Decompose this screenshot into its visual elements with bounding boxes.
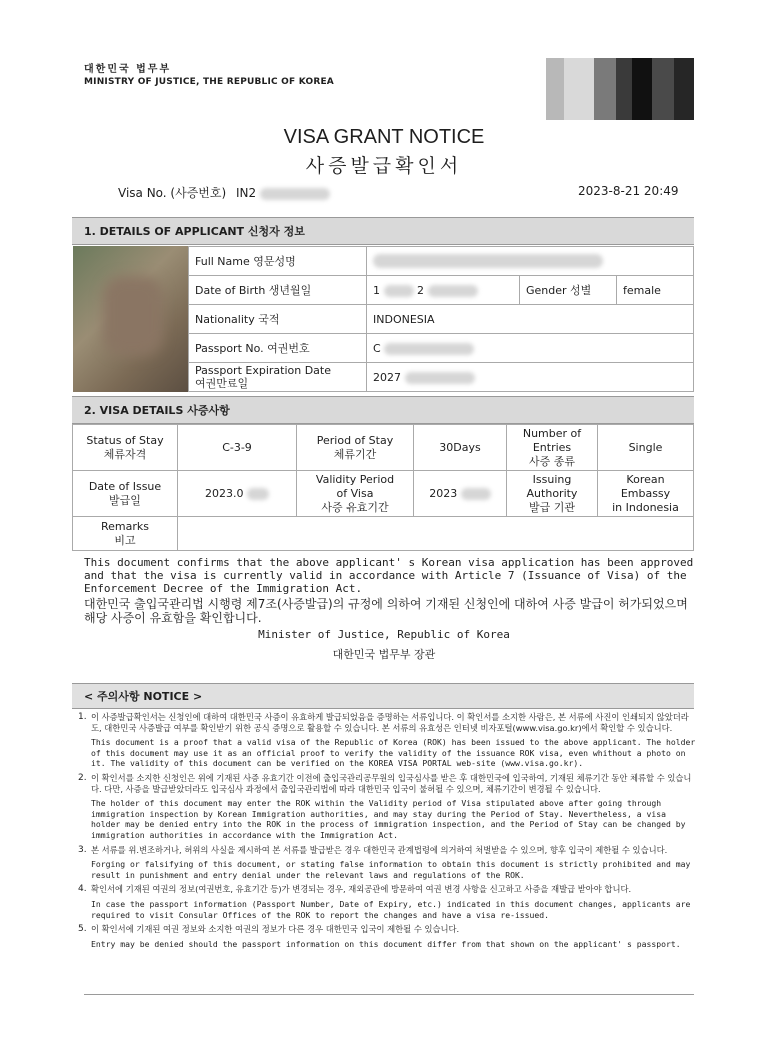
notice-item-3	[78, 845, 696, 881]
redaction-mark	[384, 285, 414, 297]
visa-number-value: IN2	[236, 186, 257, 200]
authority-value-line1: Korean Embassy	[620, 472, 671, 500]
entries-value: Single	[598, 425, 694, 471]
redaction-mark	[373, 254, 603, 268]
applicant-section-header: 1. DETAILS OF APPLICANT 신청자 정보	[72, 217, 694, 245]
notice-header: < 주의사항 NOTICE >	[72, 683, 694, 709]
redaction-mark	[428, 285, 478, 297]
status-label	[73, 425, 178, 471]
passport-expiration-label-ko: 여권만료일	[195, 377, 249, 390]
authority-value	[598, 471, 694, 517]
validity-label-line2: of Visa	[336, 486, 374, 500]
authority-label-line1: Issuing	[532, 472, 572, 486]
passport-label: Passport No. 여권번호	[189, 334, 367, 363]
notice-text-en: Forging or falsifying of this document, or stating false information to obtain this document is strictly prohibited and may result in punishment and entry denial under the relevant laws and regulations of the ROK.	[91, 859, 691, 880]
notice-item-5	[78, 924, 696, 949]
notice-text-ko: 확인서에 기재된 여권의 정보(여권번호, 유효기간 등)가 변경되는 경우, 재외공관에 방문하여 여권 변경 사항을 신고하고 사증을 재발급 받아야 합니다.	[91, 884, 632, 895]
redaction-mark	[247, 488, 269, 500]
title-korean: 사증발급확인서	[305, 155, 463, 177]
status-value: C-3-9	[178, 425, 297, 471]
passport-expiration-value	[367, 363, 694, 392]
dob-label: Date of Birth 생년월일	[189, 276, 367, 305]
remarks-label-ko: 비고	[114, 533, 136, 547]
notice-number: 4.	[78, 884, 87, 895]
notice-text-ko: 이 확인서를 소지한 신청인은 위에 기재된 사증 유효기간 이전에 출입국관리공무원의 입국심사를 받은 후 대한민국에 입국하여, 기재된 체류기간 동안 체류할 수 있습니다. 다만, 사증을 발급받았더라도 입국심사 과정에서 출입국관리법에 따라 대한민국 입국이 불허될 수 있으며, 체류기간이 변경될 수 있습니다.	[91, 772, 692, 794]
period-label-en: Period of Stay	[316, 433, 394, 447]
barcode-image	[546, 58, 694, 120]
ministry-korean: 대한민국 법무부	[84, 64, 172, 75]
remarks-label	[73, 517, 178, 551]
notice-text-en: The holder of this document may enter the ROK within the Validity period of Visa stipulated above after going through immigration inspection by Korean Immigration authorities, and may stay during the Period of Stay. Nevertheless, a visa holder may be denied entry into the ROK in the process of immigration inspection, and the Period of Stay can be changed by immigration authorities in accordance with the Immigration Act.	[91, 798, 686, 840]
passport-expiration-value-text: 2027	[373, 370, 401, 384]
passport-value	[367, 334, 694, 363]
validity-label	[297, 471, 414, 517]
validity-label-line1: Validity Period	[315, 472, 395, 486]
issue-date-value	[178, 471, 297, 517]
passport-value-text: C	[373, 341, 381, 355]
notice-text-ko: 이 확인서에 기재된 여권 정보와 소지한 여권의 정보가 다른 경우 대한민국 입국이 제한될 수 있습니다.	[91, 924, 460, 935]
passport-expiration-label-en: Passport Expiration Date	[195, 364, 332, 377]
authority-label-line2: Authority	[526, 486, 578, 500]
visa-section-header: 2. VISA DETAILS 사증사항	[72, 396, 694, 424]
notice-number: 2.	[78, 772, 87, 783]
authority-value-line2: in Indonesia	[612, 500, 679, 514]
notice-text-en: This document is a proof that a valid visa of the Republic of Korea (ROK) has been issued to the above applicant. The holder of this document may use it as an official proof to verify the validity of the issuance ROK visa, even whithout a photo on it. The validity of this document can be verified on the KOREA VISA PORTAL web-site (www.visa.go.kr).	[91, 737, 696, 769]
full-name-label: Full Name 영문성명	[189, 247, 367, 276]
signature-ko: 대한민국 법무부 장관	[332, 648, 436, 661]
issue-date-label-en: Date of Issue	[88, 479, 162, 493]
issue-date-label-ko: 발급일	[109, 493, 141, 507]
remarks-value	[178, 517, 694, 551]
notice-item-4	[78, 884, 696, 920]
gender-value: female	[617, 276, 694, 305]
validity-value	[414, 471, 507, 517]
redaction-mark	[461, 488, 491, 500]
authority-label-ko: 발급 기관	[528, 500, 575, 514]
notice-text-ko: 이 사증발급확인서는 신청인에 대하여 대한민국 사증이 유효하게 발급되었음을 증명하는 서류입니다. 이 확인서를 소지한 사람은, 본 서류에 사진이 인쇄되지 않았더라도, 대한민국 사증발급 여부를 확인받기 위한 공식 증명으로 활용할 수 있습니다. 본 서류의 유효성은 인터넷 비자포털(www.visa.go.kr)에서 확인할 수 있습니다.	[91, 712, 689, 733]
notice-item-2	[78, 773, 696, 841]
notice-text-ko: 본 서류를 위.변조하거나, 허위의 사실을 제시하여 본 서류를 발급받은 경우 대한민국 관계법령에 의거하여 처벌받을 수 있으며, 향후 입국이 제한될 수 있습니다.	[91, 844, 668, 855]
dob-value-part1: 1	[373, 283, 380, 297]
validity-value-text: 2023	[429, 486, 458, 500]
visa-number	[118, 184, 330, 201]
dob-value-part2: 2	[417, 283, 424, 297]
notice-list	[78, 712, 696, 953]
notice-text-en: Entry may be denied should the passport information on this document differ from that shown on the applicant' s passport.	[91, 938, 681, 949]
entries-label-ko: 사증 종류	[528, 454, 575, 468]
confirmation-text-ko: 대한민국 출입국관리법 시행령 제7조(사증발급)의 규정에 의하여 기재된 신청인에 대하여 사증 발급이 허가되었으며 해당 사증이 유효함을 확인합니다.	[84, 597, 688, 625]
remarks-label-en: Remarks	[101, 519, 149, 533]
status-label-ko: 체류자격	[103, 447, 147, 461]
notice-number: 1.	[78, 712, 87, 722]
title-english: VISA GRANT NOTICE	[283, 126, 485, 148]
issue-date-value-text: 2023.0	[205, 486, 244, 500]
validity-label-ko: 사증 유효기간	[321, 500, 389, 514]
period-value: 30Days	[414, 425, 507, 471]
entries-label	[507, 425, 598, 471]
period-label-ko: 체류기간	[333, 447, 377, 461]
full-name-value	[367, 247, 694, 276]
applicant-table	[188, 246, 694, 392]
notice-number: 3.	[78, 844, 87, 855]
redaction-mark	[260, 188, 330, 200]
status-label-en: Status of Stay	[86, 433, 164, 447]
visa-number-label: Visa No. (사증번호)	[118, 186, 227, 200]
issue-date-label	[73, 471, 178, 517]
redaction-mark	[405, 372, 475, 384]
dob-value	[367, 276, 520, 305]
notice-text-en: In case the passport information (Passport Number, Date of Expiry, etc.) indicated in this document changes, applicants are required to visit Consular Offices of the ROK to report the changes and have a visa re-issued.	[91, 898, 691, 920]
period-label	[297, 425, 414, 471]
visa-table	[72, 424, 694, 551]
nationality-label: Nationality 국적	[189, 305, 367, 334]
confirmation-text-en: This document confirms that the above applicant' s Korean visa application has been approved and that the visa is currently valid in accordance with Article 7 (Issuance of Visa) of the Enforcement Decree of the Immigration Act.	[84, 556, 694, 595]
gender-label: Gender 성별	[520, 276, 617, 305]
redaction-mark	[384, 343, 474, 355]
applicant-photo	[73, 246, 188, 392]
signature-en: Minister of Justice, Republic of Korea	[258, 628, 510, 641]
notice-number: 5.	[78, 924, 87, 935]
nationality-value: INDONESIA	[367, 305, 694, 334]
bottom-divider	[84, 994, 694, 995]
issued-datetime: 2023-8-21 20:49	[578, 184, 679, 198]
entries-label-line2: Entries	[532, 440, 572, 454]
entries-label-line1: Number of	[522, 426, 582, 440]
notice-item-1	[78, 712, 696, 769]
authority-label	[507, 471, 598, 517]
ministry-english: MINISTRY OF JUSTICE, THE REPUBLIC OF KOREA	[84, 77, 334, 87]
passport-expiration-label	[189, 363, 367, 392]
